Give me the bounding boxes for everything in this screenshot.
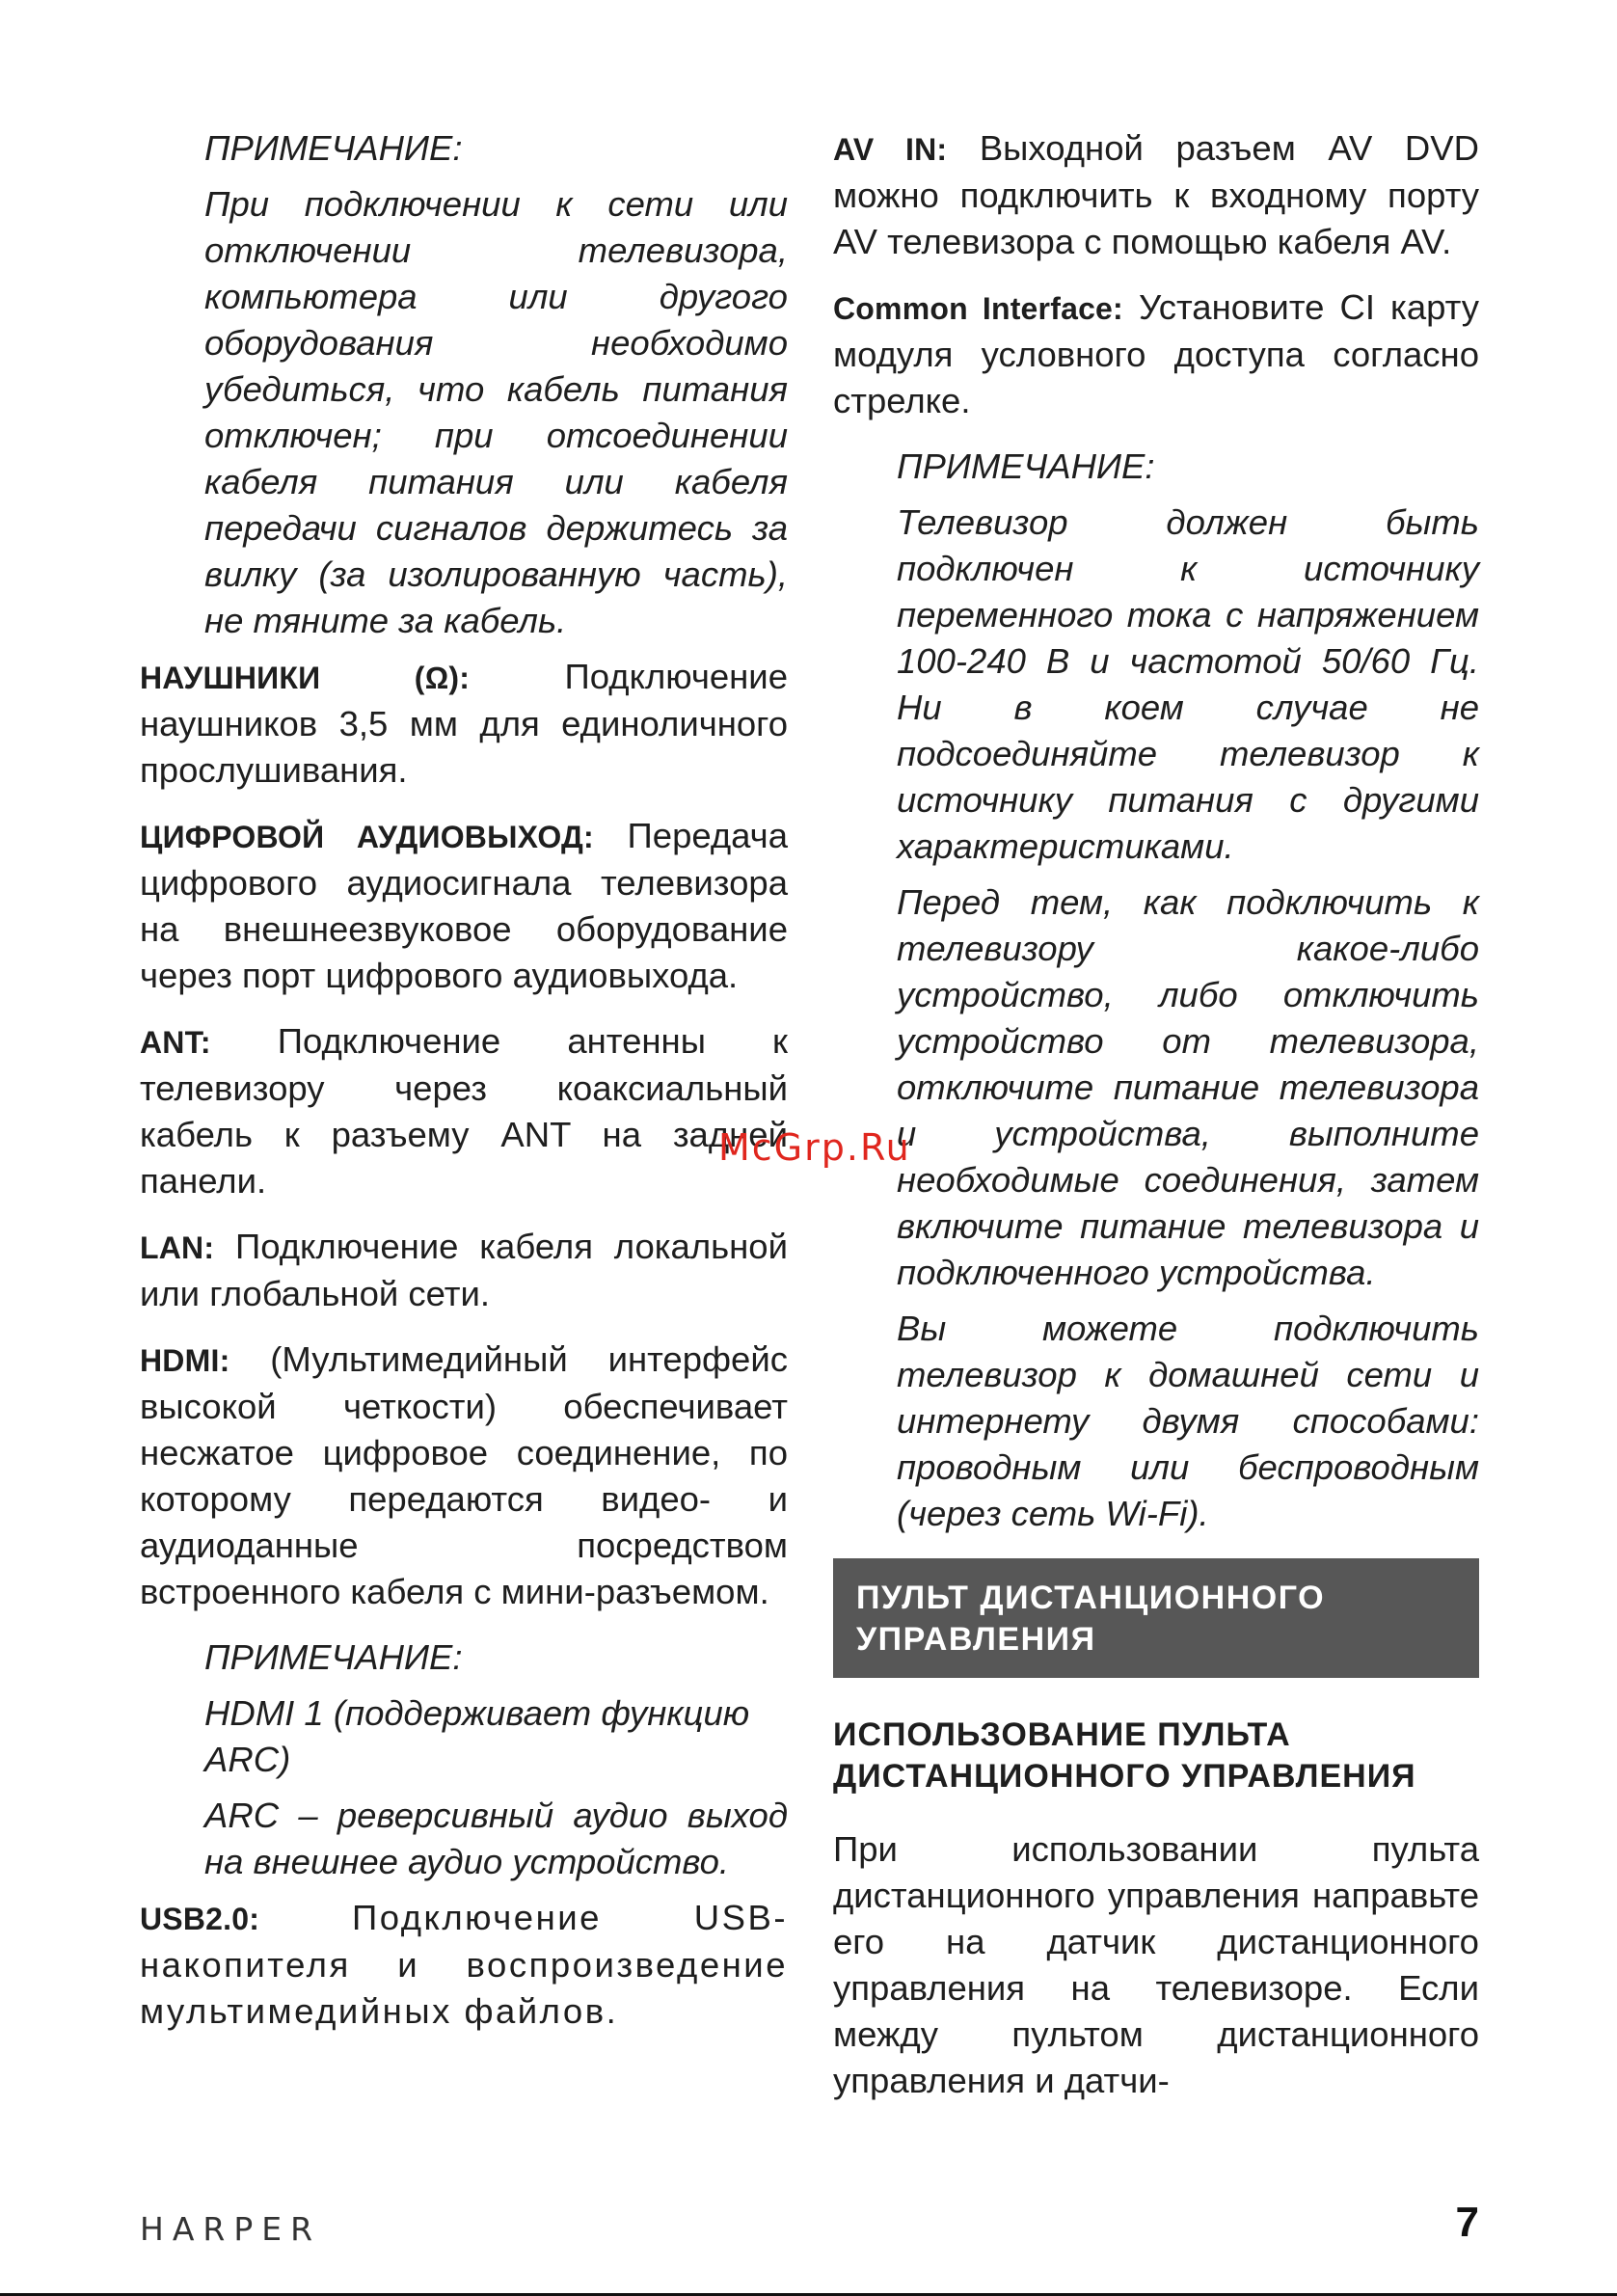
entry-av-in bbox=[833, 125, 1479, 265]
desc-av-in: Выходной разъем AV DVD можно подключить к входному порту AV телевизора с помощью кабеля AV. bbox=[833, 128, 1479, 261]
term-lan: LAN: bbox=[140, 1230, 215, 1265]
note-title: ПРИМЕЧАНИЕ: bbox=[897, 446, 1155, 486]
entry-usb bbox=[140, 1895, 788, 2035]
term-av-in: AV IN: bbox=[833, 132, 948, 167]
term-digital-audio: ЦИФРОВОЙ АУДИОВЫХОД: bbox=[140, 820, 594, 854]
term-ant: ANT: bbox=[140, 1025, 211, 1060]
note-paragraph-2: Перед тем, как подключить к телевизору какое-либо устройство, либо отключить устройство от телевизора, отключите питание телевизора и устройства, выполните необходимые соединения, затем включите питание телевизора и подключенного устройства. bbox=[897, 882, 1479, 1292]
note-paragraph-3: Вы можете подключить телевизор к домашней сети и интернету двумя способами: проводным или беспроводным (через сеть Wi-Fi). bbox=[897, 1309, 1479, 1533]
desc-common-interface: Установите CI карту модуля условного доступа согласно стрелке. bbox=[833, 287, 1479, 420]
entry-hdmi bbox=[140, 1337, 788, 1615]
section-banner: ПУЛЬТ ДИСТАНЦИОННОГО УПРАВЛЕНИЯ bbox=[833, 1558, 1479, 1678]
note-text: При подключении к сети или отключении телевизора, компьютера или другого оборудования необходимо убедиться, что кабель питания отключен; при отсоединении кабеля питания или кабеля передачи сигналов держитесь за вилку (за изолированную часть), не тяните за кабель. bbox=[204, 184, 788, 640]
page-number: 7 bbox=[1455, 2199, 1479, 2246]
entry-ant bbox=[140, 1018, 788, 1204]
term-headphones: НАУШНИКИ (Ω): bbox=[140, 661, 471, 695]
subheading: ИСПОЛЬЗОВАНИЕ ПУЛЬТА ДИСТАНЦИОННОГО УПРАВЛЕНИЯ bbox=[833, 1716, 1416, 1795]
term-common-interface: Common Interface: bbox=[833, 291, 1123, 326]
right-column bbox=[833, 125, 1479, 2104]
desc-usb: Подключение USB-накопителя и воспроизведение мультимедийных файлов. bbox=[140, 1898, 788, 2031]
desc-ant: Подключение антенны к телевизору через коаксиальный кабель к разъему ANT на задней панели. bbox=[140, 1021, 788, 1201]
note-arc-line: ARC – реверсивный аудио выход на внешнее аудио устройство. bbox=[204, 1796, 788, 1881]
desc-hdmi: (Мультимедийный интерфейс высокой четкости) обеспечивает несжатое цифровое соединение, по которому передаются видео- и аудиоданные посредством встроенного кабеля с мини-разъемом. bbox=[140, 1339, 788, 1611]
entry-common-interface bbox=[833, 284, 1479, 424]
note-title: ПРИМЕЧАНИЕ: bbox=[204, 1637, 463, 1677]
desc-headphones: Подключение наушников 3,5 мм для единоличного прослушивания. bbox=[140, 657, 788, 790]
entry-digital-audio bbox=[140, 813, 788, 999]
desc-digital-audio: Передача цифрового аудиосигнала телевизора на внешнеезвуковое оборудование через порт цифрового аудиовыхода. bbox=[140, 816, 788, 995]
watermark: McGrp.Ru bbox=[718, 1126, 911, 1169]
note-power-cable bbox=[204, 125, 788, 644]
left-column bbox=[140, 125, 788, 2054]
entry-headphones bbox=[140, 654, 788, 794]
note-paragraph-1: Телевизор должен быть подключен к источнику переменного тока с напряжением 100-240 В и частотой 50/60 Гц. Ни в коем случае не подсоединяйте телевизор к источнику питания с другими характеристиками. bbox=[897, 502, 1479, 866]
note-hdmi-line: HDMI 1 (поддерживает функцию ARC) bbox=[204, 1693, 750, 1779]
term-usb: USB2.0: bbox=[140, 1902, 260, 1936]
remote-usage-text: При использовании пульта дистанционного управления направьте его на датчик дистанционного управления на телевизоре. Если между пультом дистанционного управления и датчи- bbox=[833, 1829, 1479, 2100]
desc-lan: Подключение кабеля локальной или глобальной сети. bbox=[140, 1227, 788, 1313]
note-hdmi-arc bbox=[204, 1634, 788, 1885]
term-hdmi: HDMI: bbox=[140, 1343, 230, 1378]
brand-logo: HARPER bbox=[140, 2210, 321, 2248]
note-power-supply bbox=[897, 444, 1479, 1537]
note-title: ПРИМЕЧАНИЕ: bbox=[204, 128, 463, 168]
entry-lan bbox=[140, 1224, 788, 1317]
